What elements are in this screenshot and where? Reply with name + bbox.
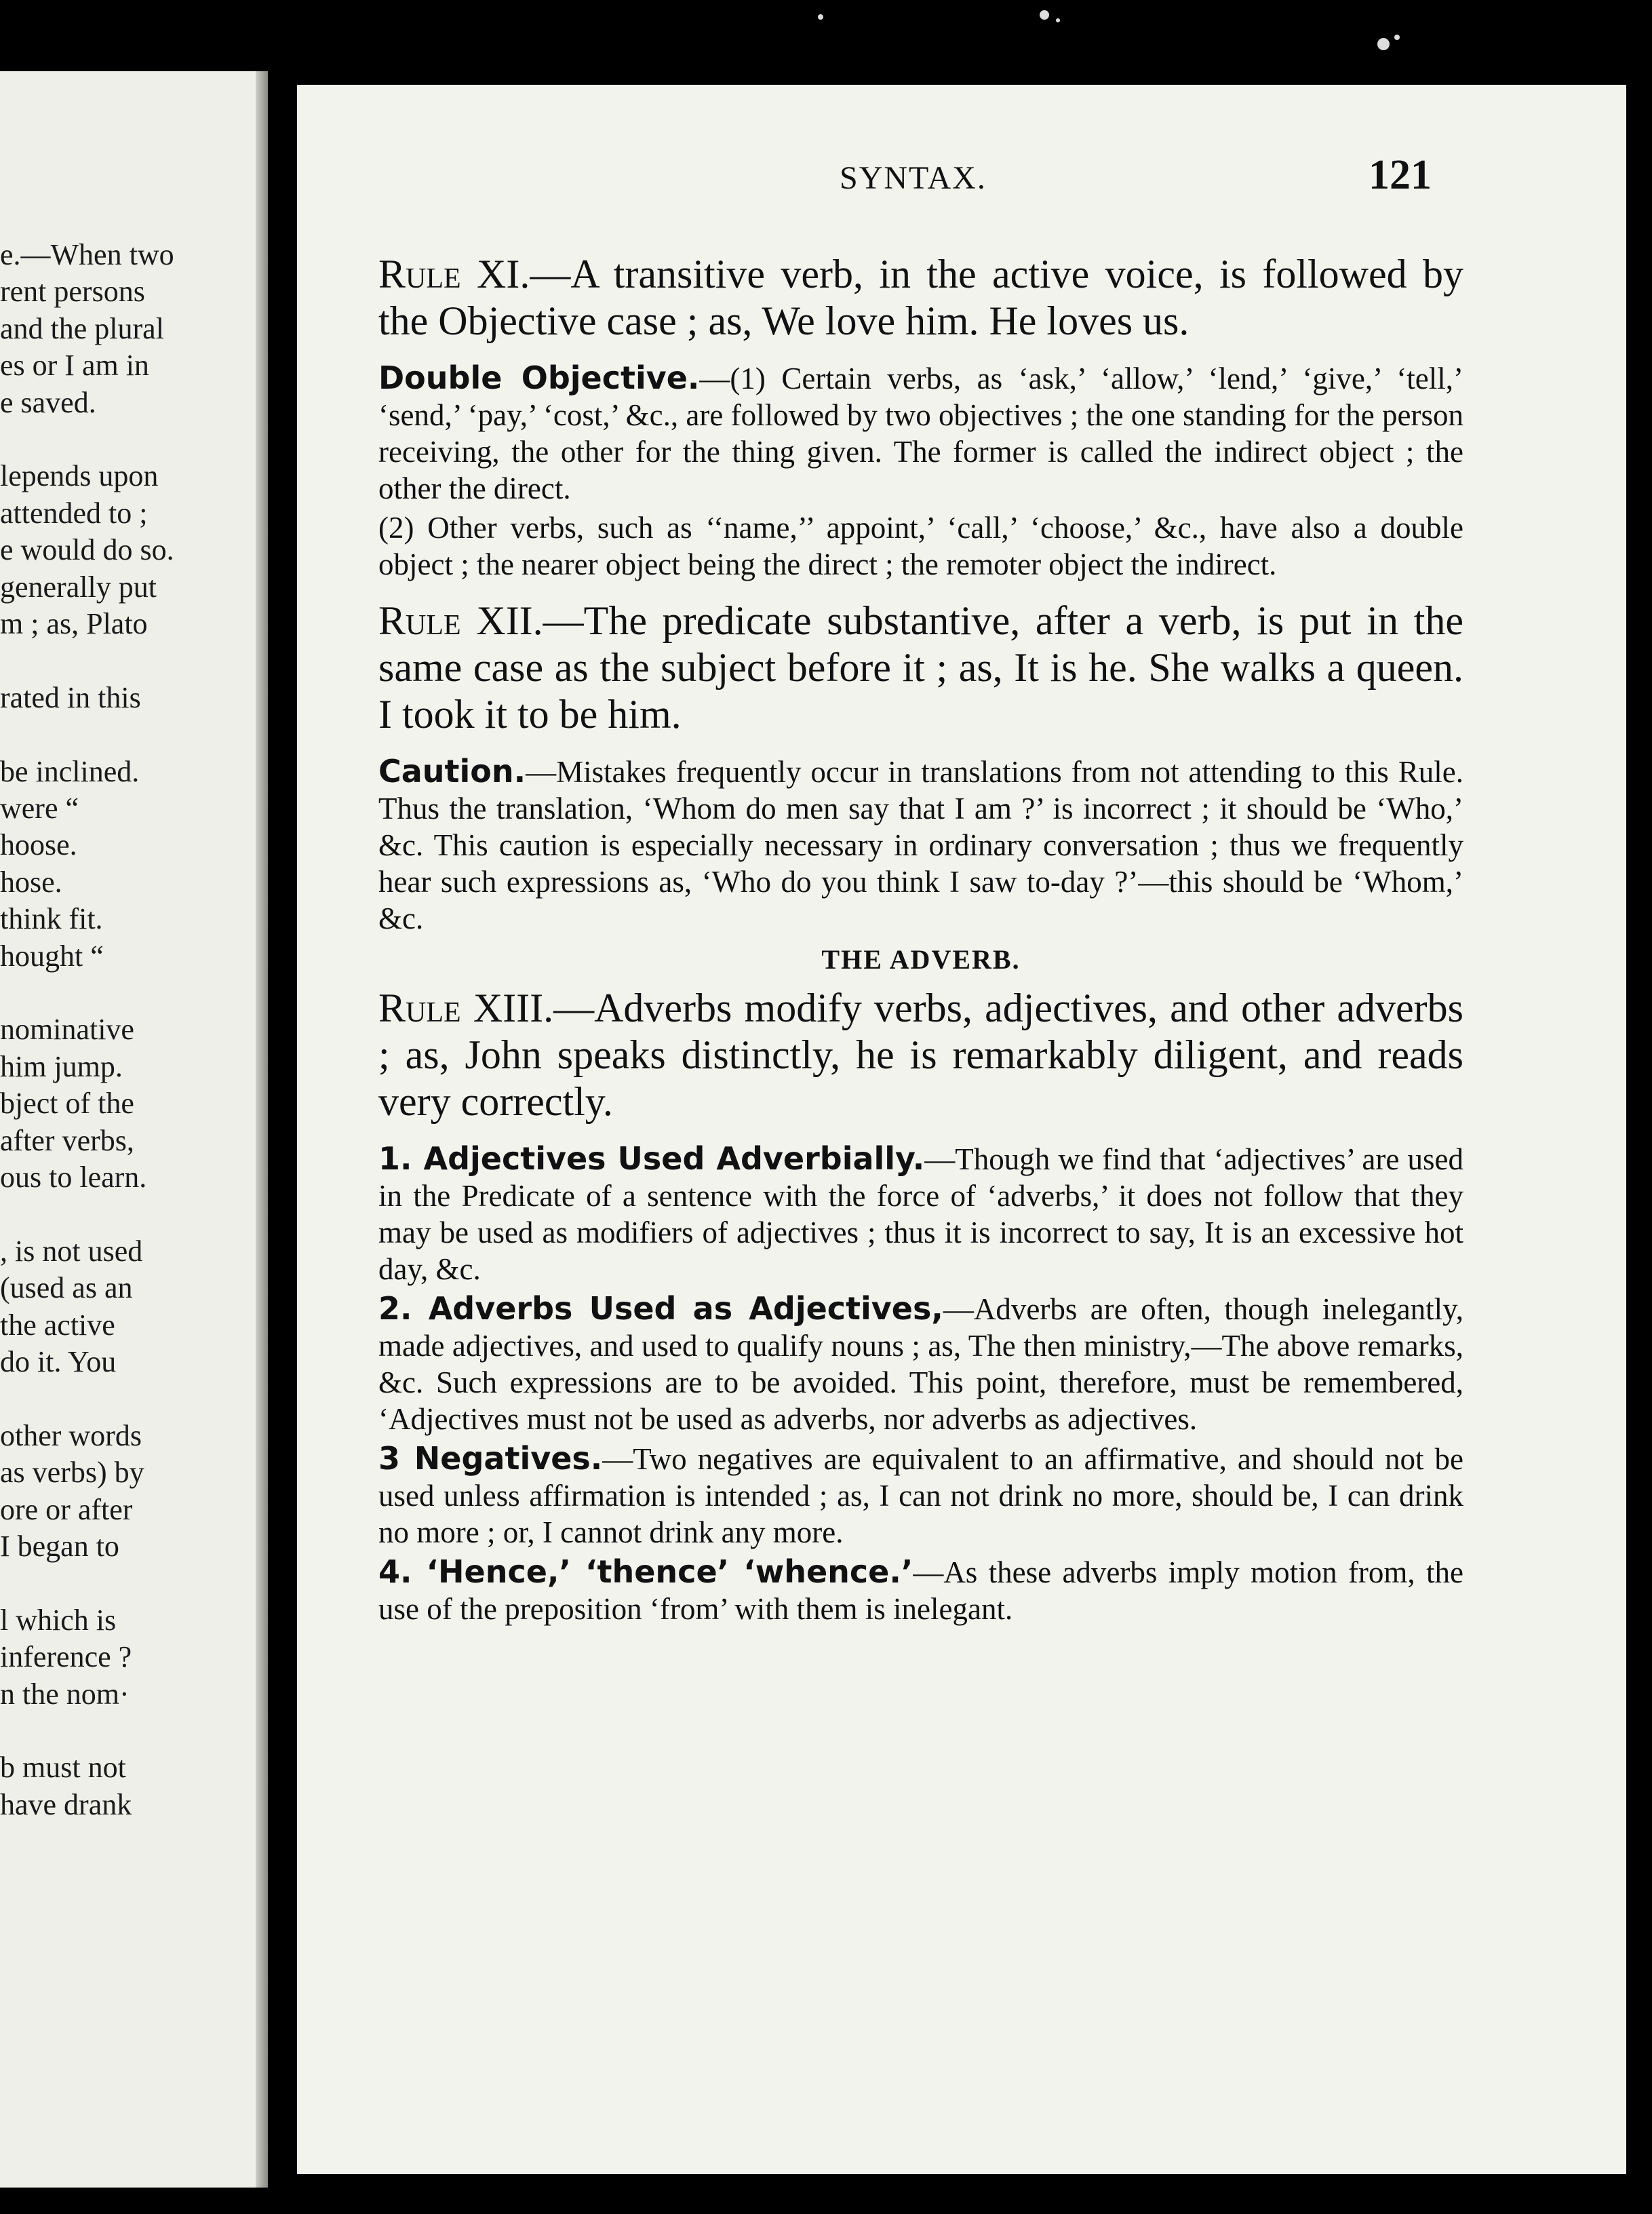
- left-page-line: him jump.: [0, 1049, 123, 1083]
- note-3-text: —Two negatives are equivalent to an affirmative, and should not be used unless affirmation is intended ; as, I can not drink no more, should be, I can drink no more ; or, I cannot drink any more.: [378, 1442, 1463, 1549]
- left-page-line: be inclined.: [0, 754, 140, 788]
- caution-note: [378, 753, 1463, 937]
- left-page-line: after verbs,: [0, 1123, 134, 1157]
- left-page-line: e saved.: [0, 385, 96, 419]
- rule-11-label: Rule XI.: [378, 252, 530, 296]
- note-1-heading: 1. Adjectives Used Adverbially.: [378, 1140, 925, 1177]
- left-page-line: , is not used: [0, 1234, 143, 1268]
- double-objective-heading: Double Objective.: [378, 360, 700, 396]
- rule-13: [378, 985, 1463, 1125]
- left-page-line: lepends upon: [0, 459, 159, 493]
- left-page-line: hoose.: [0, 828, 77, 862]
- page-number: 121: [1369, 152, 1432, 198]
- note-1: [378, 1140, 1463, 1287]
- note-3-heading: 3 Negatives.: [378, 1440, 603, 1477]
- double-objective-note-2: [378, 509, 1463, 583]
- left-page-line: as verbs) by: [0, 1456, 144, 1490]
- caution-text: —Mistakes frequently occur in translations from not attending to this Rule. Thus the translation, ‘Whom do men say that I am ?’ is incorrect ; it should be ‘Who,’ &c. This caution is especially necessary in ordinary conversation ; thus we frequently hear such expressions as, ‘Who do you think I saw to-day ?’—this should be ‘Whom,’ &c.: [378, 755, 1463, 935]
- left-page-line: rent persons: [0, 275, 145, 309]
- page-header: [297, 152, 1450, 214]
- left-page-line: the active: [0, 1308, 115, 1342]
- caution-heading: Caution.: [378, 753, 526, 790]
- right-page: [297, 85, 1626, 2174]
- left-page: [0, 71, 268, 2188]
- rule-12-label: Rule XII.: [378, 598, 543, 643]
- left-page-line: n the nom·: [0, 1677, 130, 1711]
- double-objective-text-2: (2) Other verbs, such as ‘‘name,’’ appoint,’ ‘call,’ ‘choose,’ &c., have also a double object ; the nearer object being the direct ; the remoter object the indirect.: [378, 511, 1463, 581]
- left-page-line: (used as an: [0, 1271, 133, 1305]
- rule-11-text: —A transitive verb, in the active voice, is followed by the Objective case ; as, We love him. He loves us.: [378, 252, 1463, 343]
- left-page-line: do it. You: [0, 1345, 117, 1378]
- left-page-line: and the plural: [0, 311, 164, 345]
- rule-13-label: Rule XIII.: [378, 986, 554, 1030]
- running-head: SYNTAX.: [840, 160, 987, 196]
- left-page-line: hought “: [0, 939, 104, 973]
- note-3: [378, 1440, 1463, 1551]
- rule-12-text: —The predicate substantive, after a verb, is put in the same case as the subject before it ; as, It is he. She walks a queen. I took it to be him.: [378, 598, 1464, 737]
- note-4-heading: 4. ‘Hence,’ ‘thence’ ‘whence.’: [378, 1553, 913, 1590]
- rule-12: [378, 598, 1463, 738]
- double-objective-note: [378, 360, 1463, 507]
- left-page-line: e.—When two: [0, 238, 174, 271]
- left-page-line: other words: [0, 1418, 142, 1452]
- left-page-line: rated in this: [0, 680, 141, 714]
- left-page-line: have drank: [0, 1787, 132, 1821]
- left-page-line: ore or after: [0, 1492, 133, 1526]
- left-page-line: bject of the: [0, 1087, 134, 1121]
- left-page-line: were “: [0, 792, 79, 825]
- left-page-line: think fit.: [0, 902, 103, 936]
- note-2-heading: 2. Adverbs Used as Adjectives,: [378, 1290, 943, 1327]
- left-page-line: attended to ;: [0, 496, 148, 530]
- left-page-line: nominative: [0, 1013, 134, 1047]
- note-1-text: —Though we find that ‘adjectives’ are used in the Predicate of a sentence with the force of ‘adverbs,’ it does not follow that they may be used as modifiers of adjectives ; thus it is incorrect to say, It is an excessive hot day, &c.: [378, 1142, 1464, 1286]
- rule-11: [378, 251, 1463, 345]
- left-page-line: es or I am in: [0, 349, 149, 383]
- double-objective-text-1: —(1) Certain verbs, as ‘ask,’ ‘allow,’ ‘lend,’ ‘give,’ ‘tell,’ ‘send,’ ‘pay,’ ‘cost,’ &c., are followed by two objectives ; the one standing for the person receiving, the other for the thing given. The former is called the indirect object ; the other the direct.: [378, 362, 1463, 505]
- left-page-line: b must not: [0, 1751, 126, 1785]
- note-4: [378, 1553, 1463, 1627]
- book-gutter: [256, 71, 268, 2188]
- rule-13-text: —Adverbs modify verbs, adjectives, and other adverbs ; as, John speaks distinctly, he is remarkably diligent, and reads very correctly.: [378, 986, 1463, 1124]
- left-page-line: l which is: [0, 1603, 117, 1637]
- left-page-line: generally put: [0, 570, 157, 604]
- left-page-line: ous to learn.: [0, 1161, 147, 1194]
- left-page-line: m ; as, Plato: [0, 607, 148, 640]
- left-page-line: e would do so.: [0, 533, 174, 567]
- left-page-line: hose.: [0, 865, 62, 899]
- page-body: [378, 251, 1463, 1630]
- left-page-line: inference ?: [0, 1640, 132, 1674]
- note-4-text: —As these adverbs imply motion from, the use of the preposition ‘from’ with them is inelegant.: [378, 1555, 1463, 1626]
- left-page-line: I began to: [0, 1530, 119, 1563]
- section-heading-adverb: THE ADVERB.: [821, 944, 1021, 975]
- note-2: [378, 1290, 1463, 1437]
- note-2-text: —Adverbs are often, though inelegantly, made adjectives, and used to qualify nouns ; as, The then ministry,—The above remarks, &c. Such expressions are to be avoided. This point, therefore, must be remembered, ‘Adjectives must not be used as adverbs, nor adverbs as adjectives.: [378, 1292, 1463, 1436]
